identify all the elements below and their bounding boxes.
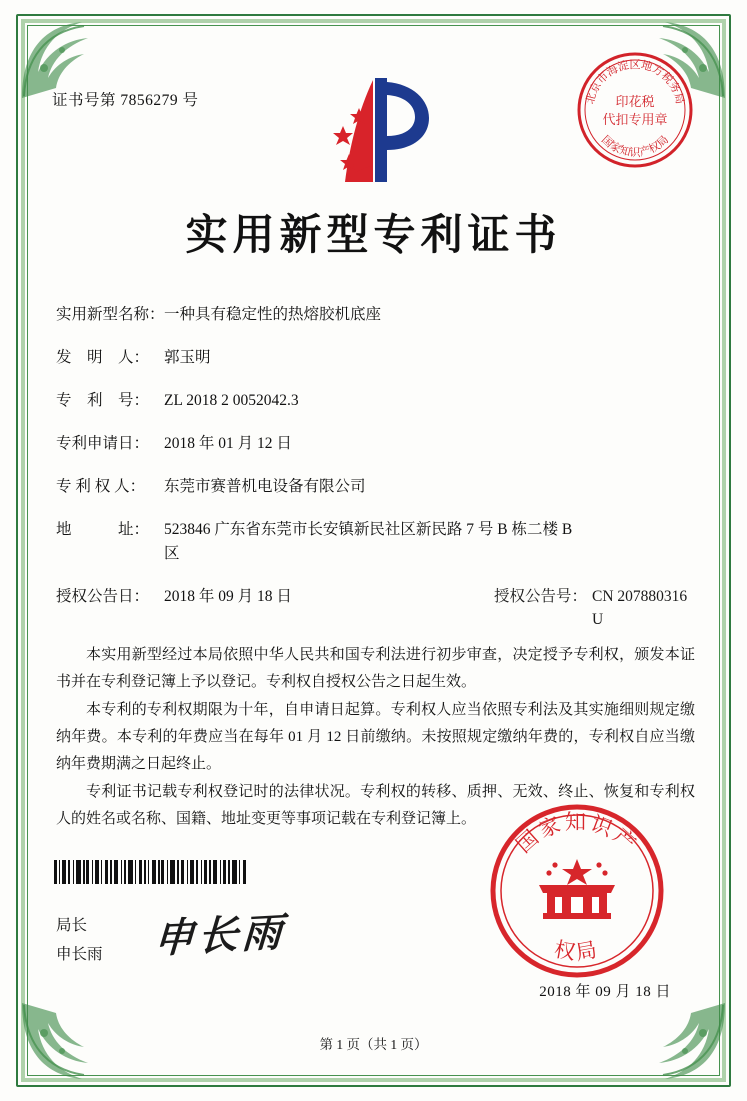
field-row — [56, 347, 697, 369]
field-value: 2018 年 01 月 12 日 — [164, 434, 292, 452]
page-footer: 第 1 页（共 1 页） — [319, 1037, 428, 1052]
paragraph: 专利证书记载专利权登记时的法律状况。专利权的转移、质押、无效、终止、恢复和专利权人的姓名或名称、国籍、地址变更等事项记载在专利登记簿上。 — [56, 784, 695, 828]
signature-block — [56, 912, 103, 969]
field-value — [164, 519, 697, 566]
tax-stamp-icon — [573, 48, 697, 172]
field-row — [56, 476, 697, 498]
seal-date: 2018 年 09 月 18 日 — [539, 984, 671, 1000]
field-row-address — [56, 519, 697, 566]
svg-text:国家知识产权局: 国家知识产权局 — [598, 133, 672, 159]
field-row — [56, 390, 697, 412]
field-label: 地 址： — [56, 520, 150, 538]
page-title: 实用新型专利证书 — [185, 210, 562, 259]
address-line-2: 区 — [164, 545, 180, 563]
svg-text:代扣专用章: 代扣专用章 — [602, 113, 668, 128]
svg-text:权局: 权局 — [552, 937, 602, 965]
field-list — [56, 304, 697, 652]
field-row — [56, 433, 697, 455]
field-value: ZL 2018 2 0052042.3 — [164, 391, 299, 409]
paragraph: 本实用新型经过本局依照中华人民共和国专利法进行初步审查，决定授予专利权，颁发本证书并在专利登记簿上予以登记。专利权自授权公告之日起生效。 — [56, 647, 695, 690]
official-seal-icon — [485, 799, 669, 983]
barcode — [54, 860, 306, 884]
field-label: 专 利 权 人： — [56, 477, 146, 495]
field-value: 郭玉明 — [164, 348, 211, 366]
field-label: 授权公告日： — [56, 588, 150, 606]
field-value: 一种具有稳定性的热熔胶机底座 — [164, 306, 382, 323]
svg-text:国家知识产: 国家知识产 — [511, 810, 643, 858]
field-label: 发 明 人： — [56, 348, 150, 366]
field-row-grant — [56, 586, 697, 631]
cnipa-logo-icon — [309, 70, 439, 190]
field-label-secondary: 授权公告号： — [494, 588, 588, 606]
handwritten-signature: 申长雨 — [152, 908, 287, 963]
field-value-secondary: CN 207880316 U — [592, 588, 688, 628]
field-value: 东莞市赛普机电设备有限公司 — [164, 477, 366, 495]
signature-name: 申长雨 — [56, 945, 103, 963]
field-row — [56, 304, 697, 326]
svg-text:北京市海淀区地方税务局: 北京市海淀区地方税务局 — [583, 58, 687, 106]
certificate-content — [44, 42, 703, 1059]
field-label: 实用新型名称： — [56, 306, 165, 323]
svg-text:印花税: 印花税 — [615, 95, 655, 110]
field-label: 专 利 号： — [56, 391, 150, 409]
address-line-1: 523846 广东省东莞市长安镇新民社区新民路 7 号 B 栋二楼 B — [164, 520, 573, 538]
field-label: 专利申请日： — [56, 434, 150, 452]
paragraph: 本专利的专利权期限为十年，自申请日起算。专利权人应当依照专利法及其实施细则规定缴纳年费。本专利的年费应当在每年 01 月 12 日前缴纳。未按照规定缴纳年费的，专利权自应当缴纳年费期满之日起终止。 — [56, 702, 695, 772]
signature-role: 局长 — [56, 917, 88, 934]
certificate-number: 证书号第 7856279 号 — [52, 92, 199, 109]
field-value: 2018 年 09 月 18 日 — [164, 588, 292, 606]
